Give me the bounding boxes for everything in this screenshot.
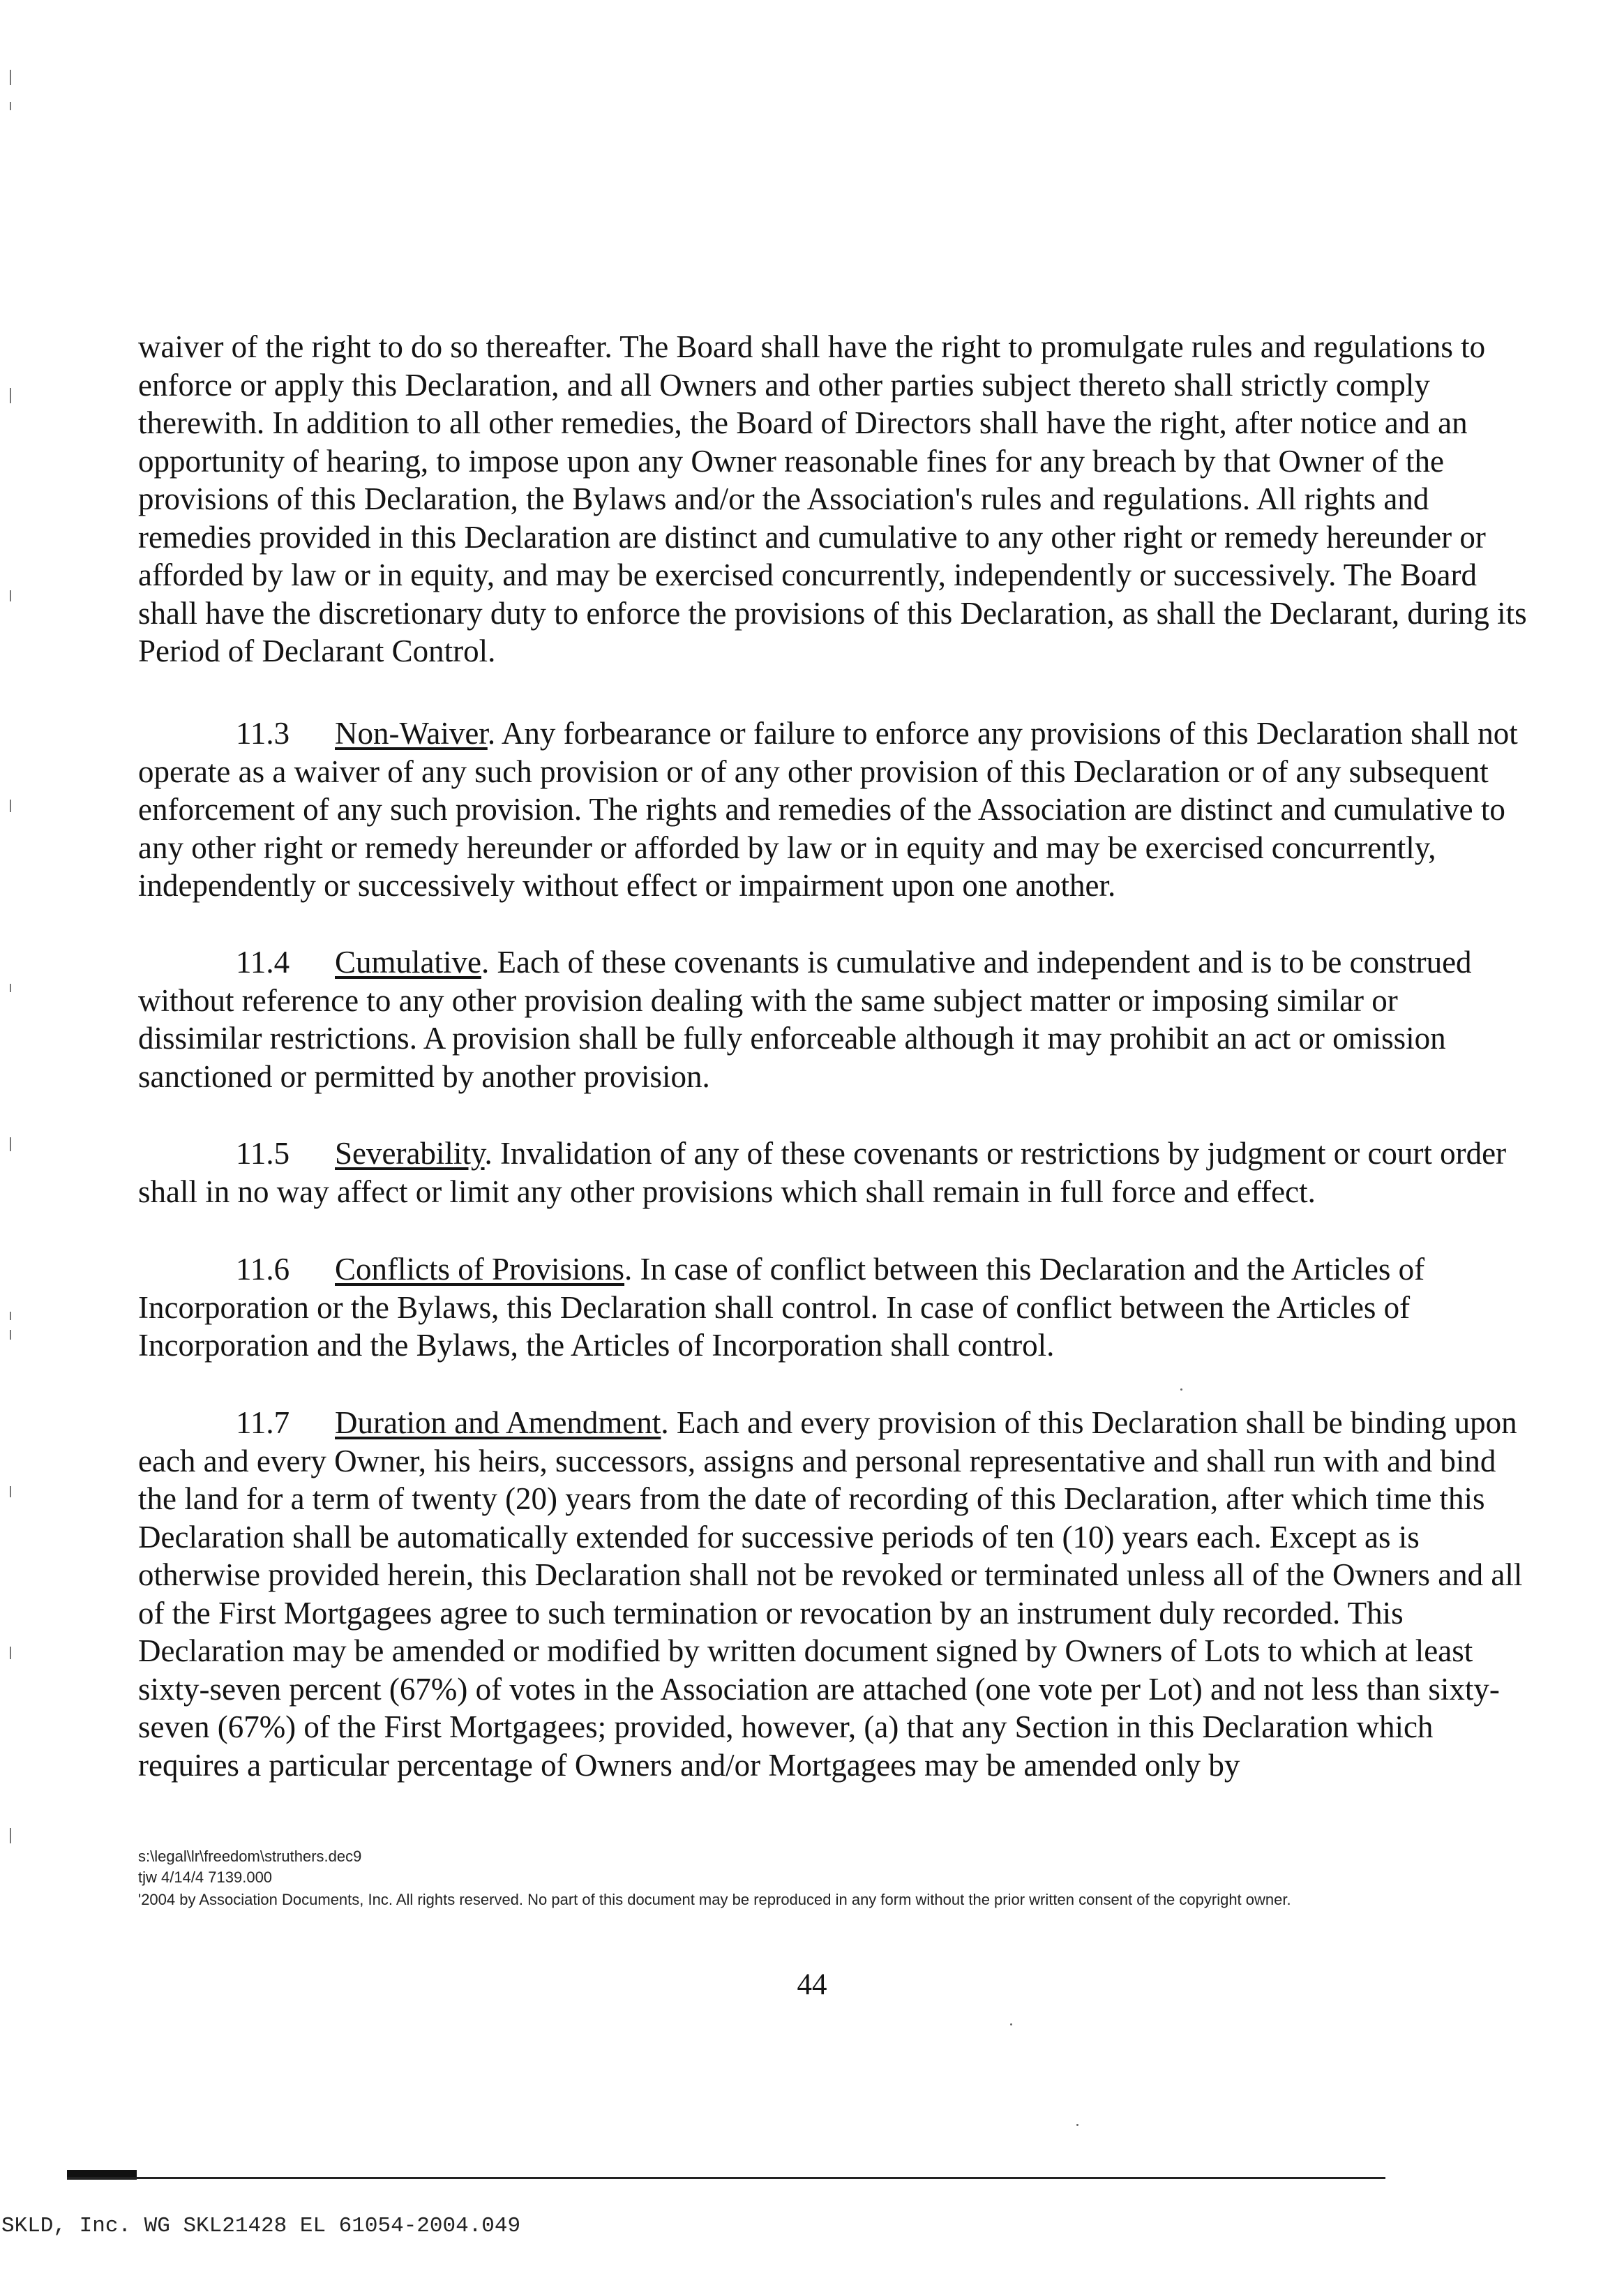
scan-mark xyxy=(10,1330,11,1340)
section-text: . Invalidation of any of these covenants or restrictions by judgment or court order shall in no way affect or limit any other provisions which shall remain in full force and effect. xyxy=(138,1136,1507,1209)
footnote-file-path: s:\legal\lr\freedom\struthers.dec9 xyxy=(138,1848,362,1865)
scan-mark xyxy=(10,70,11,85)
scan-speck xyxy=(1180,1388,1182,1391)
section-11-5 xyxy=(138,1134,1529,1211)
scan-mark xyxy=(10,984,11,992)
section-text: . Each and every provision of this Declaration shall be binding upon each and every Owner, his heirs, successors, assigns and personal representative and shall run with and bind the land for a term of twenty (20) years from the date of recording of this Declaration, after which time this Declaration shall be automatically extended for successive periods of ten (10) years each. Except as is otherwise provided herein, this Declaration shall not be revoked or terminated unless all of the Owners and all of the First Mortgagees agree to such termination or revocation by an instrument duly recorded. This Declaration may be amended or modified by written document signed by Owners of Lots to which at least sixty-seven percent (67%) of votes in the Association are attached (one vote per Lot) and not less than sixty-seven (67%) of the First Mortgagees; provided, however, (a) that any Section in this Declaration which requires a particular percentage of Owners and/or Mortgagees may be amended only by xyxy=(138,1405,1523,1783)
scan-speck xyxy=(1010,2023,1012,2025)
section-title: Severability xyxy=(335,1136,485,1171)
footnote-copyright: '2004 by Association Documents, Inc. All rights reserved. No part of this document may be reproduced in any form without the prior written consent of the copyright owner. xyxy=(138,1891,1291,1908)
section-number: 11.4 xyxy=(236,945,290,980)
section-number: 11.7 xyxy=(236,1405,290,1440)
scan-mark xyxy=(10,1647,11,1659)
scan-speck xyxy=(1076,2124,1078,2126)
footnote-doc-id: tjw 4/14/4 7139.000 xyxy=(138,1868,273,1886)
section-title: Cumulative xyxy=(335,945,481,980)
section-11-7 xyxy=(138,1404,1529,1784)
section-text: . Each of these covenants is cumulative and independent and is to be construed without reference to any other provision dealing with the same subject matter or imposing similar or dissimilar restrictions. A provision shall be fully enforceable although it may prohibit an act or omission sanctioned or permitted by another provision. xyxy=(138,945,1472,1094)
scan-mark xyxy=(10,1137,11,1151)
scan-mark xyxy=(10,800,11,812)
section-title: Non-Waiver xyxy=(335,716,488,751)
section-text: . Any forbearance or failure to enforce any provisions of this Declaration shall not operate as a waiver of any such provision or of any other provision of this Declaration or of any subsequent enforcement of any such provision. The rights and remedies of the Association are distinct and cumulative to any other right or remedy hereunder or afforded by law or in equity and may be exercised concurrently, independently or successively without effect or impairment upon one another. xyxy=(138,716,1518,903)
fax-footer: SKLD, Inc. WG SKL21428 EL 61054-2004.049 xyxy=(1,2214,521,2238)
section-title: Conflicts of Provisions xyxy=(335,1252,625,1287)
section-text: . In case of conflict between this Declaration and the Articles of Incorporation or the Bylaws, this Declaration shall control. In case of conflict between the Articles of Incorporation and the Bylaws, the Articles of Incorporation shall control. xyxy=(138,1252,1425,1363)
intro-paragraph: waiver of the right to do so thereafter. The Board shall have the right to promulgate rules and regulations to enforce or apply this Declaration, and all Owners and other parties subject thereto shall strictly comply therewith. In addition to all other remedies, the Board of Directors shall have the right, after notice and an opportunity of hearing, to impose upon any Owner reasonable fines for any breach by that Owner of the provisions of this Declaration, the Bylaws and/or the Association's rules and regulations. All rights and remedies provided in this Declaration are distinct and cumulative to any other right or remedy hereunder or afforded by law or in equity, and may be exercised concurrently, independently or successively. The Board shall have the discretionary duty to enforce the provisions of this Declaration, as shall the Declarant, during its Period of Declarant Control. xyxy=(138,329,1527,668)
scan-mark xyxy=(10,102,11,110)
section-11-4 xyxy=(138,943,1529,1095)
section-number: 11.6 xyxy=(236,1252,290,1287)
scan-mark xyxy=(10,1312,11,1320)
scan-mark xyxy=(10,1828,11,1843)
section-title: Duration and Amendment xyxy=(335,1405,661,1440)
section-number: 11.5 xyxy=(236,1136,290,1171)
section-11-6 xyxy=(138,1250,1529,1365)
scan-mark xyxy=(10,388,11,403)
section-number: 11.3 xyxy=(236,716,290,751)
scan-mark xyxy=(10,1486,11,1497)
section-11-3 xyxy=(138,714,1529,905)
scan-mark xyxy=(10,590,11,601)
divider xyxy=(67,2177,1385,2179)
page-number: 44 xyxy=(797,1968,827,2001)
